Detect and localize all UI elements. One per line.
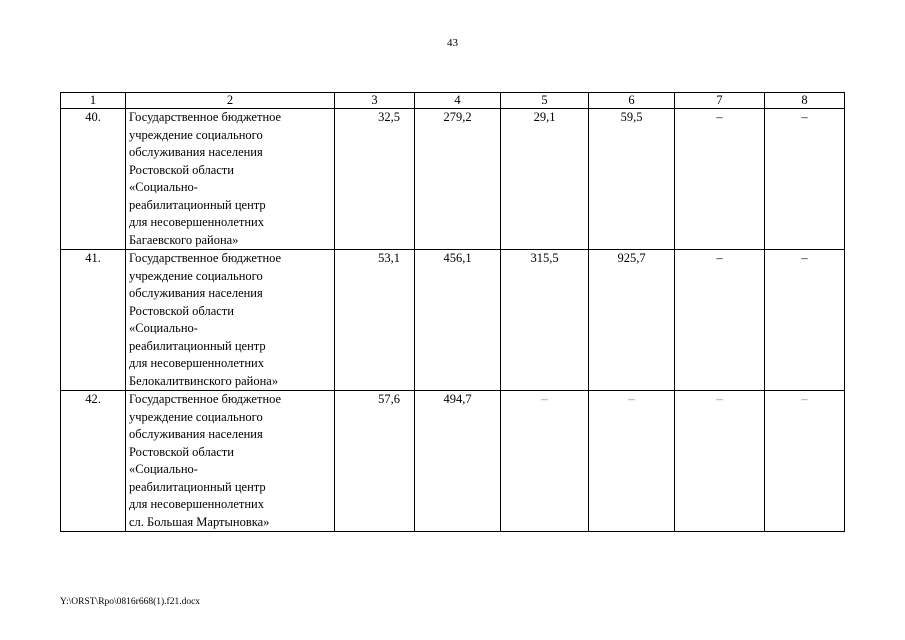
name-line: реабилитационный центр [129,338,266,353]
name-line: для несовершеннолетних [129,356,264,370]
cell-col6: 925,7 [589,250,675,391]
cell-col5: 315,5 [501,250,589,391]
table-row [61,109,845,250]
name-line: Государственное бюджетное [129,251,282,265]
cell-col7: – [675,250,765,391]
name-line: «Социально- [129,180,198,194]
institution-name [126,391,335,532]
row-number: 42. [61,391,126,532]
column-header: 5 [501,93,589,109]
cell-col3: 53,1 [335,250,415,391]
page-number: 43 [447,37,458,49]
cell-col5: – [501,391,589,532]
row-number: 41. [61,250,126,391]
column-header: 8 [765,93,845,109]
column-header: 7 [675,93,765,109]
name-line: учреждение социального [129,127,263,142]
cell-col4: 279,2 [415,109,501,250]
cell-col3: 57,6 [335,391,415,532]
name-line: учреждение социального [129,409,263,424]
cell-col7: – [675,109,765,250]
name-line: реабилитационный центр [129,197,266,212]
name-line: «Социально- [129,462,198,476]
header-row [61,93,845,109]
cell-col8: – [765,109,845,250]
name-line: Государственное бюджетное [129,110,282,124]
table-row [61,250,845,391]
name-line: для несовершеннолетних [129,215,264,229]
cell-col7: – [675,391,765,532]
data-table [60,92,845,532]
cell-col3: 32,5 [335,109,415,250]
column-header: 3 [335,93,415,109]
institution-name [126,109,335,250]
footer-file-path: Y:\ORST\Rpo\0816r668(1).f21.docx [60,597,201,607]
name-line: сл. Большая Мартыновка» [129,514,270,529]
name-line: Ростовской области [129,303,234,318]
name-line: Государственное бюджетное [129,392,282,406]
cell-col8: – [765,250,845,391]
cell-col6: – [589,391,675,532]
cell-col8: – [765,391,845,532]
column-header: 6 [589,93,675,109]
cell-col6: 59,5 [589,109,675,250]
name-line: «Социально- [129,321,198,335]
name-line: обслуживания населения [129,286,263,300]
name-line: Багаевского района» [129,232,239,247]
row-number: 40. [61,109,126,250]
institution-name [126,250,335,391]
name-line: для несовершеннолетних [129,497,264,511]
cell-col5: 29,1 [501,109,589,250]
name-line: учреждение социального [129,268,263,283]
cell-col4: 456,1 [415,250,501,391]
column-header: 4 [415,93,501,109]
name-line: реабилитационный центр [129,479,266,494]
column-header: 2 [126,93,335,109]
name-line: Ростовской области [129,444,234,459]
name-line: Белокалитвинского района» [129,373,279,388]
cell-col4: 494,7 [415,391,501,532]
table-row [61,391,845,532]
name-line: обслуживания населения [129,145,263,159]
name-line: Ростовской области [129,162,234,177]
name-line: обслуживания населения [129,427,263,441]
column-header: 1 [61,93,126,109]
